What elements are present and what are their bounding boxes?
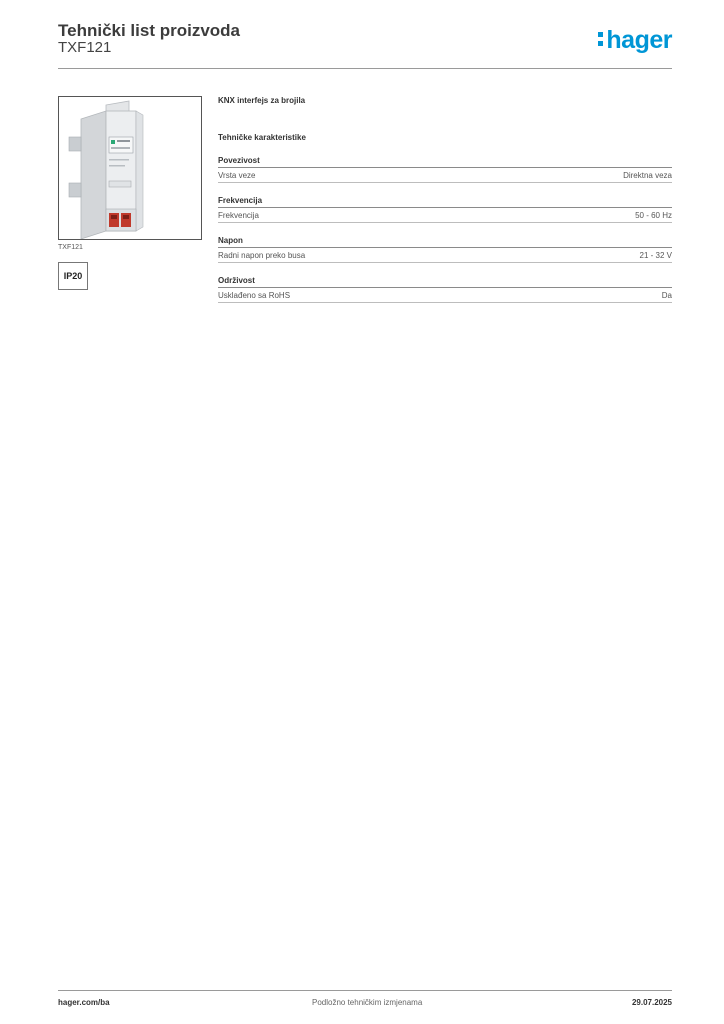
specs-panel [218,96,672,303]
spec-row [218,288,672,303]
spec-group-title: Napon [218,236,672,248]
spec-group-frequency [218,196,672,223]
footer-website-link[interactable]: hager.com/ba [58,998,110,1007]
specs-heading: Tehničke karakteristike [218,133,306,142]
hager-logo: hager [598,28,672,53]
spec-label: Vrsta veze [218,171,256,180]
spec-value: 50 - 60 Hz [635,211,672,220]
spec-row [218,168,672,183]
logo-colon-icon [598,30,604,48]
page-title: Tehnički list proizvoda [58,21,240,40]
spec-group-sustainability [218,276,672,303]
spec-group-title: Povezivost [218,156,672,168]
spec-label: Usklađeno sa RoHS [218,291,291,300]
footer-date: 29.07.2025 [631,998,672,1007]
spec-row [218,208,672,223]
din-rail-module-icon [59,97,201,239]
product-reference: TXF121 [58,39,112,56]
product-name: KNX interfejs za brojila [218,96,306,105]
ip-rating-badge: IP20 [58,262,88,290]
spec-value: Direktna veza [623,171,672,180]
spec-group-title: Frekvencija [218,196,672,208]
footer-divider [58,990,672,991]
spec-value: 21 - 32 V [639,251,672,260]
spec-group-connectivity [218,156,672,183]
product-image [58,96,202,240]
spec-value: Da [661,291,672,300]
spec-group-voltage [218,236,672,263]
spec-row [218,248,672,263]
spec-group-title: Održivost [218,276,672,288]
header-divider [58,68,672,69]
product-image-caption: TXF121 [58,244,83,251]
footer-notice: Podložno tehničkim izmjenama [312,998,423,1007]
spec-label: Frekvencija [218,211,259,220]
spec-label: Radni napon preko busa [218,251,306,260]
